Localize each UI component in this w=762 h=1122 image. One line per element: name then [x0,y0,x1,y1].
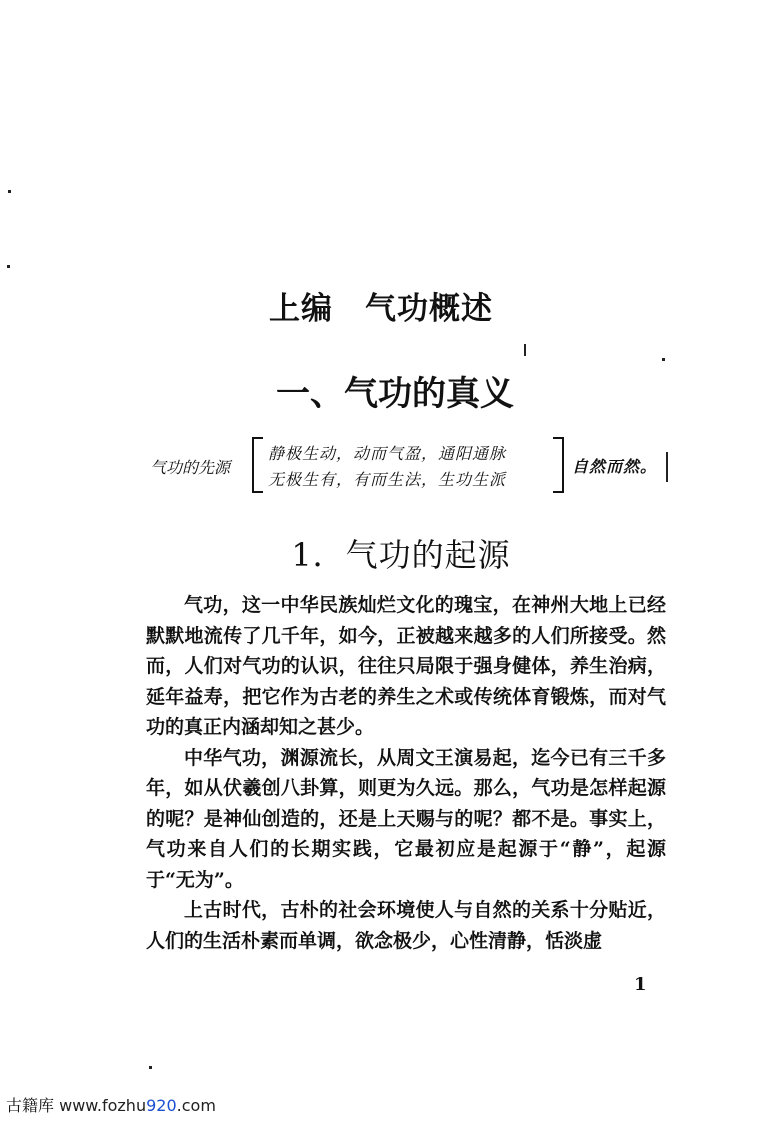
chapter-title: 一、气功的真义 [276,374,514,414]
scan-speck [7,265,10,268]
paragraph: 气功，这一中华民族灿烂文化的瑰宝，在神州大地上已经默默地流传了几千年，如今，正被越来越多的人们所接受。然而，人们对气功的认识，往往只局限于强身健体，养生治病，延年益寿，把它作为古老的养生之术或传统体育锻炼，而对气功的真正内涵却知之甚少。 [146,594,666,738]
left-bracket [252,437,263,493]
origin-line-2: 无极生有，有而生法，生功生派 [268,470,507,489]
section-title: 1．气功的起源 [291,536,511,574]
paragraph: 上古时代，古朴的社会环境使人与自然的关系十分贴近，人们的生活朴素而单调，欲念极少，心性清静，恬淡虚 [146,899,666,952]
scan-speck [662,358,665,361]
origin-result: 自然而然。 [572,457,658,476]
paragraph: 中华气功，渊源流长，从周文王演易起，迄今已有三千多年，如从伏羲创八卦算，则更为久远。那么，气功是怎样起源的呢？是神仙创造的，还是上天赐与的呢？都不是。事实上，气功来自人们的长期实践，它最初应是起源于“静”，起源于“无为”。 [146,746,666,891]
page-number: 1 [634,974,647,995]
body-text [146,590,666,956]
watermark-suffix: .com [176,1096,216,1115]
part-title: 上编 气功概述 [269,291,493,327]
right-bracket [553,437,564,493]
scan-speck [524,344,526,356]
origin-diagram [150,437,680,497]
watermark-site: www.fozhu [59,1096,147,1115]
watermark-number: 920 [146,1096,177,1115]
origin-line-1: 静极生动，动而气盈，通阳通脉 [268,444,507,463]
watermark-name: 古籍库 [6,1096,55,1115]
scan-speck [8,190,11,193]
origin-label: 气功的先源 [150,458,231,477]
scan-speck [149,1066,152,1069]
watermark [6,1093,216,1116]
